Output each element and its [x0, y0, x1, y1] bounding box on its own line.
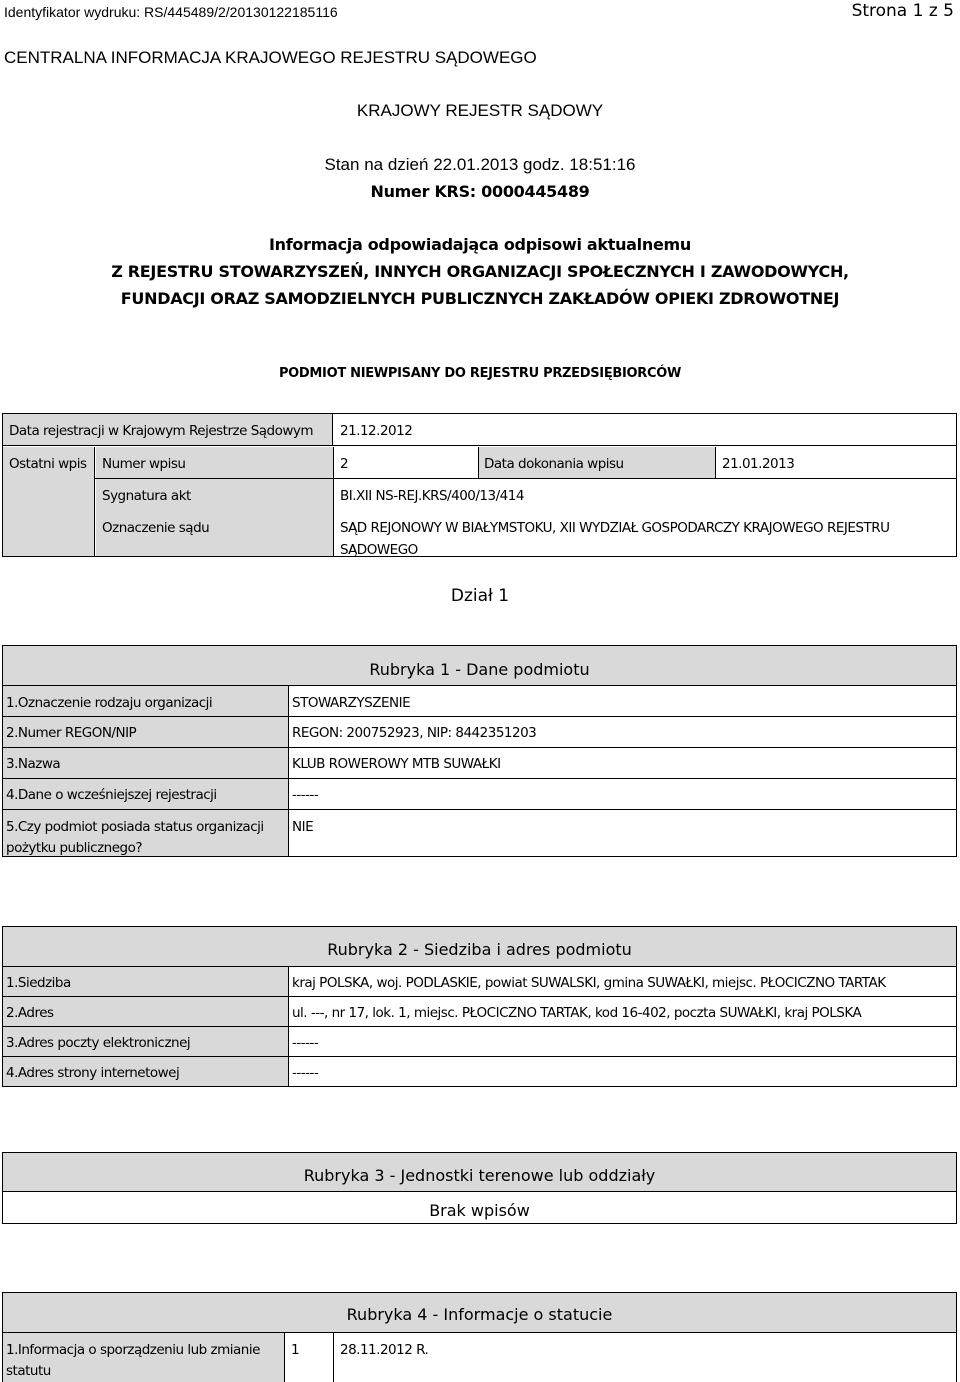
info-line-2: Z REJESTRU STOWARZYSZEŃ, INNYCH ORGANIZACJI SPOŁECZNYCH I ZAWODOWYCH,: [111, 262, 849, 281]
subject-note: PODMIOT NIEWPISANY DO REJESTRU PRZEDSIĘBIORCÓW: [278, 366, 682, 381]
registration-date-label: Data rejestracji w Krajowym Rejestrze Sądowym: [9, 423, 314, 439]
section-title: Dział 1: [450, 586, 510, 606]
state-date: Stan na dzień 22.01.2013 godz. 18:51:16: [324, 155, 636, 174]
rubryka2-title: Rubryka 2 - Siedziba i adres podmiotu: [327, 940, 632, 959]
r1-row3-label: 3.Nazwa: [6, 756, 61, 772]
r4-row-index: 1: [291, 1342, 300, 1358]
r4-label-line-2: statutu: [6, 1363, 51, 1379]
signature-label: Sygnatura akt: [102, 488, 191, 504]
registration-date-value: 21.12.2012: [340, 423, 413, 439]
r1-row4-value: ------: [292, 787, 319, 803]
print-id: Identyfikator wydruku: RS/445489/2/20130122185116: [4, 4, 338, 20]
info-line-1: Informacja odpowiadająca odpisowi aktualnemu: [269, 235, 691, 254]
r1-right-border: [956, 685, 957, 857]
r4-label-line-1: 1.Informacja o sporządzeniu lub zmianie: [6, 1342, 260, 1358]
entry-date-label: Data dokonania wpisu: [484, 456, 624, 472]
r2-row1-value: kraj POLSKA, woj. PODLASKIE, powiat SUWALSKI, gmina SUWAŁKI, miejsc. PŁOCICZNO TARTAK: [292, 975, 886, 991]
r2-row4-value: ------: [292, 1065, 319, 1081]
entry-date-value: 21.01.2013: [722, 456, 795, 472]
institution-title: CENTRALNA INFORMACJA KRAJOWEGO REJESTRU SĄDOWEGO: [4, 48, 537, 67]
r1-row5-label-line-1: 5.Czy podmiot posiada status organizacji: [6, 819, 264, 835]
last-entry-label: Ostatni wpis: [9, 456, 87, 472]
signature-value: BI.XII NS-REJ.KRS/400/13/414: [340, 488, 524, 504]
info-line-3: FUNDACJI ORAZ SAMODZIELNYCH PUBLICZNYCH ZAKŁADÓW OPIEKI ZDROWOTNEJ: [120, 289, 840, 308]
entry-number-label: Numer wpisu: [102, 456, 186, 472]
court-value-line-1: SĄD REJONOWY W BIAŁYMSTOKU, XII WYDZIAŁ GOSPODARCZY KRAJOWEGO REJESTRU: [340, 520, 890, 536]
r2-row3-value: ------: [292, 1035, 319, 1051]
entry-number-value: 2: [340, 456, 349, 472]
krs-number: Numer KRS: 0000445489: [370, 182, 590, 201]
rubryka1-title: Rubryka 1 - Dane podmiotu: [369, 660, 590, 679]
r1-row2-value: REGON: 200752923, NIP: 8442351203: [292, 725, 537, 741]
r1-row4-label: 4.Dane o wcześniejszej rejestracji: [6, 787, 217, 803]
r4-row-value: 28.11.2012 R.: [340, 1342, 429, 1358]
r2-row1-label: 1.Siedziba: [6, 975, 71, 991]
r1-row3-value: KLUB ROWEROWY MTB SUWAŁKI: [292, 756, 501, 772]
r2-row4-label: 4.Adres strony internetowej: [6, 1065, 180, 1081]
r2-row2-label: 2.Adres: [6, 1005, 54, 1021]
r1-row2-label: 2.Numer REGON/NIP: [6, 725, 137, 741]
court-label: Oznaczenie sądu: [102, 520, 210, 536]
rubryka3-empty-note: Brak wpisów: [429, 1201, 530, 1220]
rubryka4-title: Rubryka 4 - Informacje o statucie: [346, 1305, 613, 1324]
r1-row1-value: STOWARZYSZENIE: [292, 695, 411, 711]
r1-row1-label: 1.Oznaczenie rodzaju organizacji: [6, 695, 213, 711]
r1-row5-value: NIE: [292, 819, 314, 835]
r1-row5-label-line-2: pożytku publicznego?: [6, 840, 143, 856]
court-value-line-2: SĄDOWEGO: [340, 542, 418, 558]
r2-row3-label: 3.Adres poczty elektronicznej: [6, 1035, 191, 1051]
page-number: Strona 1 z 5: [851, 1, 954, 21]
r2-row2-value: ul. ---, nr 17, lok. 1, miejsc. PŁOCICZNO TARTAK, kod 16-402, poczta SUWAŁKI, kraj POLSKA: [292, 1005, 862, 1021]
rubryka3-title: Rubryka 3 - Jednostki terenowe lub oddziały: [303, 1166, 656, 1185]
register-title: KRAJOWY REJESTR SĄDOWY: [356, 101, 604, 120]
